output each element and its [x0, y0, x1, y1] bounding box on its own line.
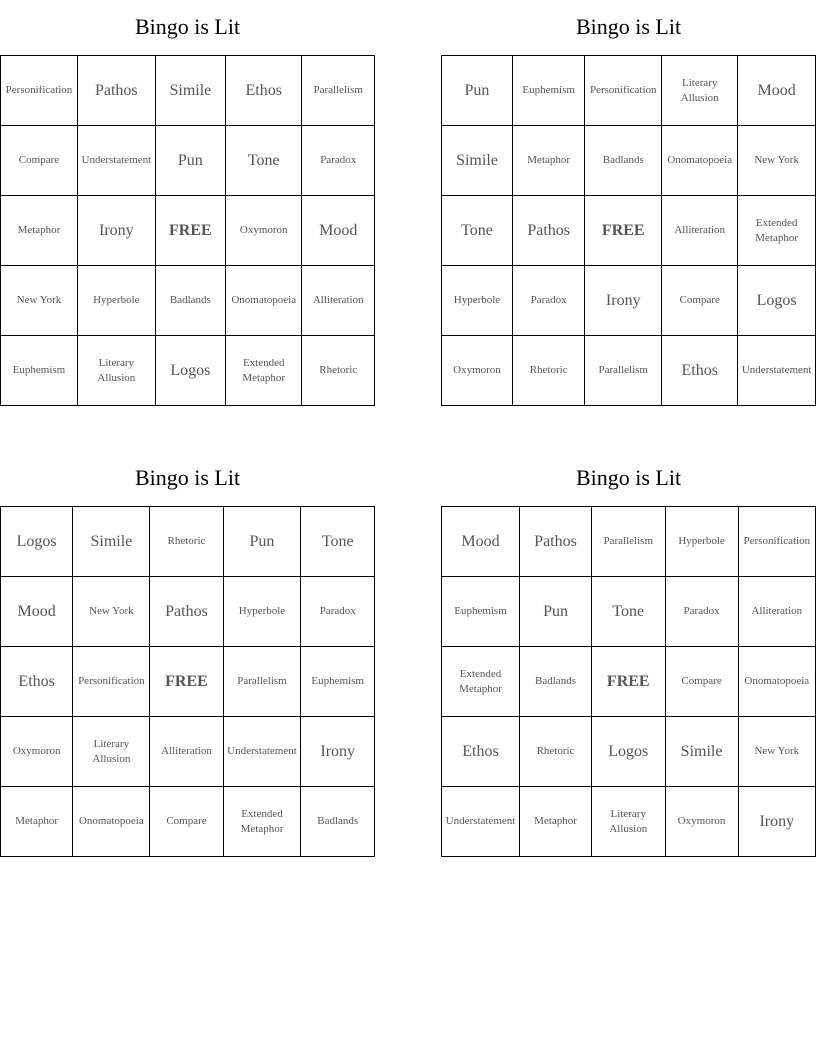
bingo-cell: [442, 56, 513, 126]
bingo-cell-text: Badlands: [602, 154, 644, 166]
bingo-cell: [585, 266, 662, 336]
free-space-cell: [585, 196, 662, 266]
bingo-cell-text: FREE: [606, 673, 650, 690]
bingo-cell: [150, 717, 223, 787]
bingo-row: [1, 56, 375, 126]
bingo-cell-text: Logos: [16, 533, 57, 550]
bingo-cell: [1, 507, 73, 577]
bingo-cell-text: Pathos: [165, 603, 208, 620]
bingo-cell: [512, 56, 584, 126]
bingo-cell-text: Simile: [90, 533, 133, 550]
bingo-cell: [662, 56, 738, 126]
bingo-cell: [738, 507, 815, 577]
bingo-cell: [442, 126, 513, 196]
bingo-cell: [662, 126, 738, 196]
bingo-cell: [1, 266, 78, 336]
bingo-cell-text: Pun: [543, 603, 568, 620]
bingo-cell-text: Understatement: [445, 815, 516, 827]
bingo-cell-text: Simile: [680, 743, 723, 760]
bingo-cell: [592, 507, 666, 577]
bingo-cell: [73, 647, 150, 717]
bingo-cell-text: Euphemism: [311, 675, 364, 687]
bingo-cell-text: Ethos: [245, 82, 282, 99]
bingo-cell-text: Badlands: [169, 294, 211, 306]
bingo-cell: [442, 507, 520, 577]
bingo-cell: [302, 266, 375, 336]
bingo-cell: [442, 577, 520, 647]
bingo-card-2: [441, 0, 816, 406]
bingo-cell: [1, 647, 73, 717]
bingo-cell-text: Literary Allusion: [609, 807, 648, 835]
bingo-cell: [585, 56, 662, 126]
bingo-cell: [585, 336, 662, 406]
bingo-grid: [441, 55, 816, 406]
free-space-cell: [155, 196, 225, 266]
bingo-cell-text: Hyperbole: [238, 605, 286, 617]
bingo-cell-text: Hyperbole: [678, 535, 725, 547]
bingo-cell-text: Irony: [759, 813, 795, 830]
bingo-cell: [665, 577, 738, 647]
bingo-cell-text: Paradox: [530, 294, 567, 306]
bingo-cell-text: New York: [754, 745, 800, 757]
bingo-cell-text: Oxymoron: [12, 745, 61, 757]
bingo-cell: [1, 787, 73, 857]
bingo-cell: [73, 577, 150, 647]
bingo-cell-text: Paradox: [320, 154, 357, 166]
bingo-cell-text: Metaphor: [15, 815, 59, 827]
bingo-cell-text: Ethos: [462, 743, 499, 760]
bingo-cell: [592, 787, 666, 857]
bingo-cell: [301, 507, 375, 577]
bingo-cell: [512, 266, 584, 336]
bingo-cell: [73, 507, 150, 577]
bingo-cell-text: Extended Metaphor: [755, 216, 799, 244]
bingo-row: [1, 126, 375, 196]
bingo-cell-text: Metaphor: [534, 815, 577, 827]
bingo-cell: [226, 126, 302, 196]
bingo-cell: [223, 647, 301, 717]
bingo-row: [442, 577, 816, 647]
bingo-cell: [738, 126, 816, 196]
bingo-cell: [155, 336, 225, 406]
bingo-cell: [226, 196, 302, 266]
bingo-cell: [520, 647, 592, 717]
bingo-cell: [662, 336, 738, 406]
bingo-cell-text: Logos: [608, 743, 649, 760]
bingo-cell-text: Tone: [612, 603, 645, 620]
bingo-cell-text: New York: [89, 605, 134, 617]
bingo-cell-text: Euphemism: [454, 605, 507, 617]
bingo-cell-text: New York: [16, 294, 62, 306]
bingo-cell: [155, 56, 225, 126]
bingo-row: [1, 336, 375, 406]
bingo-cell: [442, 196, 513, 266]
bingo-cell-text: Tone: [321, 533, 354, 550]
bingo-cell-text: Irony: [605, 292, 641, 309]
card-title: Bingo is Lit: [575, 465, 682, 490]
bingo-cell-text: Tone: [247, 152, 280, 169]
bingo-cell: [665, 507, 738, 577]
bingo-cell: [155, 266, 225, 336]
bingo-cell-text: Compare: [18, 154, 60, 166]
bingo-cell-text: Irony: [320, 743, 356, 760]
bingo-cell: [665, 787, 738, 857]
bingo-cell: [442, 717, 520, 787]
bingo-row: [442, 507, 816, 577]
bingo-cell-text: Paradox: [319, 605, 356, 617]
bingo-cell-text: FREE: [601, 222, 645, 239]
bingo-cell-text: Onomatopoeia: [78, 815, 144, 827]
bingo-cell: [73, 717, 150, 787]
bingo-cell-text: FREE: [165, 673, 208, 690]
bingo-cell: [1, 126, 78, 196]
bingo-cell: [302, 56, 375, 126]
bingo-row: [442, 56, 816, 126]
bingo-cell-text: Parallelism: [237, 675, 287, 687]
bingo-row: [1, 196, 375, 266]
bingo-cell-text: Rhetoric: [319, 364, 358, 376]
bingo-cell-text: Extended Metaphor: [459, 667, 502, 695]
bingo-row: [1, 787, 375, 857]
bingo-cell-text: FREE: [169, 222, 212, 239]
bingo-cell: [662, 266, 738, 336]
bingo-cell: [223, 577, 301, 647]
bingo-cell-text: Pathos: [534, 533, 577, 550]
bingo-cell: [738, 196, 816, 266]
bingo-cell-text: Irony: [99, 222, 134, 239]
bingo-cell-text: Parallelism: [598, 364, 648, 376]
bingo-cell: [442, 336, 513, 406]
bingo-row: [442, 647, 816, 717]
bingo-cell: [77, 56, 155, 126]
bingo-row: [442, 717, 816, 787]
bingo-cell: [738, 647, 815, 717]
bingo-cell-text: Pun: [464, 82, 490, 99]
bingo-cell-text: Rhetoric: [536, 745, 575, 757]
bingo-cell-text: Personification: [589, 84, 657, 96]
bingo-cell: [665, 717, 738, 787]
bingo-cell: [512, 126, 584, 196]
bingo-cell-text: Onomatopoeia: [667, 154, 733, 166]
bingo-cell-text: Pun: [249, 533, 275, 550]
bingo-cell-text: Literary Allusion: [92, 737, 131, 765]
bingo-cell: [77, 336, 155, 406]
bingo-row: [442, 266, 816, 336]
bingo-cell: [150, 787, 223, 857]
bingo-cell-text: Compare: [166, 815, 207, 827]
bingo-cell: [662, 196, 738, 266]
bingo-cell-text: Literary Allusion: [97, 356, 136, 384]
bingo-cell: [738, 336, 816, 406]
card-title: Bingo is Lit: [575, 14, 682, 39]
bingo-cell-text: Oxymoron: [453, 364, 501, 376]
bingo-row: [1, 717, 375, 787]
bingo-cell: [665, 647, 738, 717]
bingo-cell-text: Ethos: [681, 362, 718, 379]
bingo-cell: [301, 577, 375, 647]
bingo-cell-text: Onomatopoeia: [231, 294, 297, 306]
bingo-cell-text: Understatement: [741, 364, 812, 376]
free-space-cell: [592, 647, 666, 717]
bingo-cell: [155, 126, 225, 196]
bingo-row: [1, 266, 375, 336]
bingo-cell: [302, 336, 375, 406]
bingo-cell-text: Euphemism: [12, 364, 66, 376]
bingo-cell: [520, 577, 592, 647]
bingo-cell: [226, 56, 302, 126]
bingo-cell: [301, 717, 375, 787]
bingo-cell-text: Mood: [17, 603, 56, 620]
bingo-cell-text: Badlands: [317, 815, 359, 827]
bingo-cell: [226, 336, 302, 406]
bingo-cell: [77, 196, 155, 266]
bingo-row: [442, 196, 816, 266]
bingo-row: [1, 577, 375, 647]
bingo-cell-text: Mood: [461, 533, 500, 550]
bingo-cell-text: New York: [754, 154, 799, 166]
bingo-cell-text: Simile: [169, 82, 212, 99]
bingo-cell: [150, 577, 223, 647]
bingo-cell: [73, 787, 150, 857]
bingo-cell-text: Pathos: [94, 82, 138, 99]
bingo-cell-text: Mood: [757, 82, 796, 99]
bingo-cell: [226, 266, 302, 336]
bingo-row: [442, 336, 816, 406]
bingo-cell: [520, 717, 592, 787]
bingo-cell-text: Simile: [456, 152, 498, 169]
bingo-cell-text: Compare: [679, 294, 720, 306]
bingo-cell: [520, 787, 592, 857]
bingo-cell: [738, 577, 815, 647]
bingo-cell: [1, 336, 78, 406]
bingo-card-4: [441, 451, 816, 857]
bingo-cell-text: Alliteration: [674, 224, 726, 236]
bingo-card-3: [0, 451, 375, 857]
bingo-card-1: [0, 0, 375, 406]
bingo-cell-text: Tone: [461, 222, 493, 239]
bingo-cell: [150, 507, 223, 577]
bingo-row: [442, 126, 816, 196]
bingo-cell: [512, 336, 584, 406]
bingo-cell-text: Euphemism: [522, 84, 575, 96]
bingo-cell-text: Pathos: [527, 222, 570, 239]
bingo-cell: [301, 647, 375, 717]
bingo-cell-text: Hyperbole: [93, 294, 140, 306]
bingo-cell-text: Pun: [177, 152, 203, 169]
bingo-cell: [738, 717, 815, 787]
bingo-cell-text: Mood: [319, 222, 358, 239]
bingo-cell: [1, 56, 78, 126]
bingo-cell-text: Compare: [681, 675, 722, 687]
bingo-cell-text: Parallelism: [603, 535, 654, 547]
bingo-cell: [592, 717, 666, 787]
bingo-cell-text: Alliteration: [161, 745, 212, 757]
bingo-cell-text: Extended Metaphor: [242, 356, 286, 384]
bingo-cell-text: Understatement: [81, 154, 152, 166]
bingo-cell-text: Alliteration: [312, 294, 364, 306]
bingo-cell: [442, 647, 520, 717]
card-title: Bingo is Lit: [134, 465, 241, 490]
bingo-cell: [585, 126, 662, 196]
bingo-cell-text: Logos: [170, 362, 211, 379]
card-title: Bingo is Lit: [134, 14, 241, 39]
bingo-cell: [223, 787, 301, 857]
bingo-cell: [442, 266, 513, 336]
bingo-cell-text: Logos: [756, 292, 797, 309]
bingo-cell: [1, 717, 73, 787]
bingo-cell: [738, 266, 816, 336]
bingo-row: [1, 507, 375, 577]
free-space-cell: [150, 647, 223, 717]
bingo-cell: [1, 196, 78, 266]
bingo-cell-text: Extended Metaphor: [240, 807, 284, 835]
bingo-cell-text: Badlands: [535, 675, 576, 687]
bingo-cell: [223, 717, 301, 787]
bingo-cell: [301, 787, 375, 857]
bingo-cell: [520, 507, 592, 577]
bingo-cell: [592, 577, 666, 647]
bingo-cell-text: Rhetoric: [529, 364, 568, 376]
bingo-cell-text: Oxymoron: [677, 815, 726, 827]
bingo-cell-text: Paradox: [683, 605, 720, 617]
bingo-cell-text: Onomatopoeia: [744, 675, 810, 687]
bingo-cell-text: Literary Allusion: [680, 76, 719, 104]
bingo-cell-text: Personification: [743, 535, 811, 547]
bingo-row: [442, 787, 816, 857]
bingo-cell-text: Metaphor: [527, 154, 571, 166]
bingo-grid: [441, 506, 816, 857]
bingo-cell: [442, 787, 520, 857]
bingo-cell: [512, 196, 584, 266]
bingo-cell-text: Personification: [78, 675, 145, 687]
bingo-cell-text: Understatement: [227, 745, 297, 757]
bingo-cell-text: Hyperbole: [453, 294, 501, 306]
bingo-cell: [738, 787, 815, 857]
bingo-cell-text: Personification: [5, 84, 73, 96]
bingo-cell-text: Oxymoron: [239, 224, 288, 236]
bingo-cell: [302, 196, 375, 266]
bingo-cell: [1, 577, 73, 647]
bingo-cell: [738, 56, 816, 126]
bingo-cell-text: Parallelism: [313, 84, 363, 96]
bingo-cell-text: Metaphor: [17, 224, 61, 236]
bingo-cell-text: Alliteration: [751, 605, 803, 617]
bingo-cell: [77, 126, 155, 196]
bingo-row: [1, 647, 375, 717]
bingo-cell-text: Rhetoric: [167, 535, 206, 547]
bingo-grid: [0, 506, 375, 857]
bingo-cell: [302, 126, 375, 196]
bingo-grid: [0, 55, 375, 406]
bingo-cell-text: Ethos: [18, 673, 55, 690]
bingo-cell: [223, 507, 301, 577]
bingo-cell: [77, 266, 155, 336]
